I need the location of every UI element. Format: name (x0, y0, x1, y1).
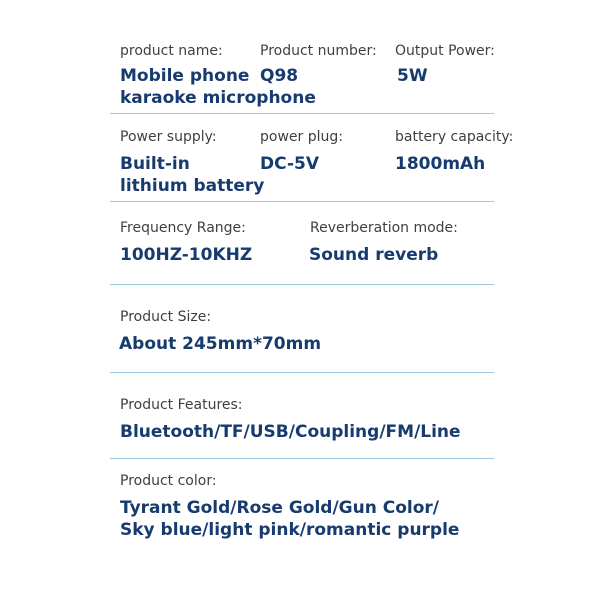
product-name-value-line2: karaoke microphone (120, 88, 316, 108)
product-color-value-line1: Tyrant Gold/Rose Gold/Gun Color/ (120, 498, 440, 518)
product-number-label: Product number: (260, 43, 377, 59)
reverberation-mode-value: Sound reverb (309, 245, 439, 265)
battery-capacity-value: 1800mAh (395, 154, 486, 174)
product-name-value-line1: Mobile phone (120, 66, 250, 86)
divider-5 (110, 458, 494, 459)
power-plug-value: DC-5V (260, 154, 320, 174)
power-supply-label: Power supply: (120, 129, 217, 145)
divider-1 (110, 113, 494, 114)
divider-4 (110, 372, 494, 373)
power-supply-value-line2: lithium battery (120, 176, 265, 196)
output-power-label: Output Power: (395, 43, 495, 59)
power-supply-value-line1: Built-in (120, 154, 190, 174)
power-plug-label: power plug: (260, 129, 343, 145)
product-size-label: Product Size: (120, 309, 212, 325)
product-size-value: About 245mm*70mm (119, 334, 322, 354)
product-number-value: Q98 (260, 66, 299, 86)
product-color-value-line2: Sky blue/light pink/romantic purple (120, 520, 460, 540)
frequency-range-label: Frequency Range: (120, 220, 246, 236)
product-name-label: product name: (120, 43, 223, 59)
product-features-label: Product Features: (120, 397, 243, 413)
frequency-range-value: 100HZ-10KHZ (120, 245, 253, 265)
divider-3 (110, 284, 494, 285)
divider-2 (110, 201, 494, 202)
output-power-value: 5W (397, 66, 428, 86)
product-features-value: Bluetooth/TF/USB/Coupling/FM/Line (120, 422, 461, 442)
product-color-label: Product color: (120, 473, 217, 489)
battery-capacity-label: battery capacity: (395, 129, 514, 145)
reverberation-mode-label: Reverberation mode: (310, 220, 458, 236)
